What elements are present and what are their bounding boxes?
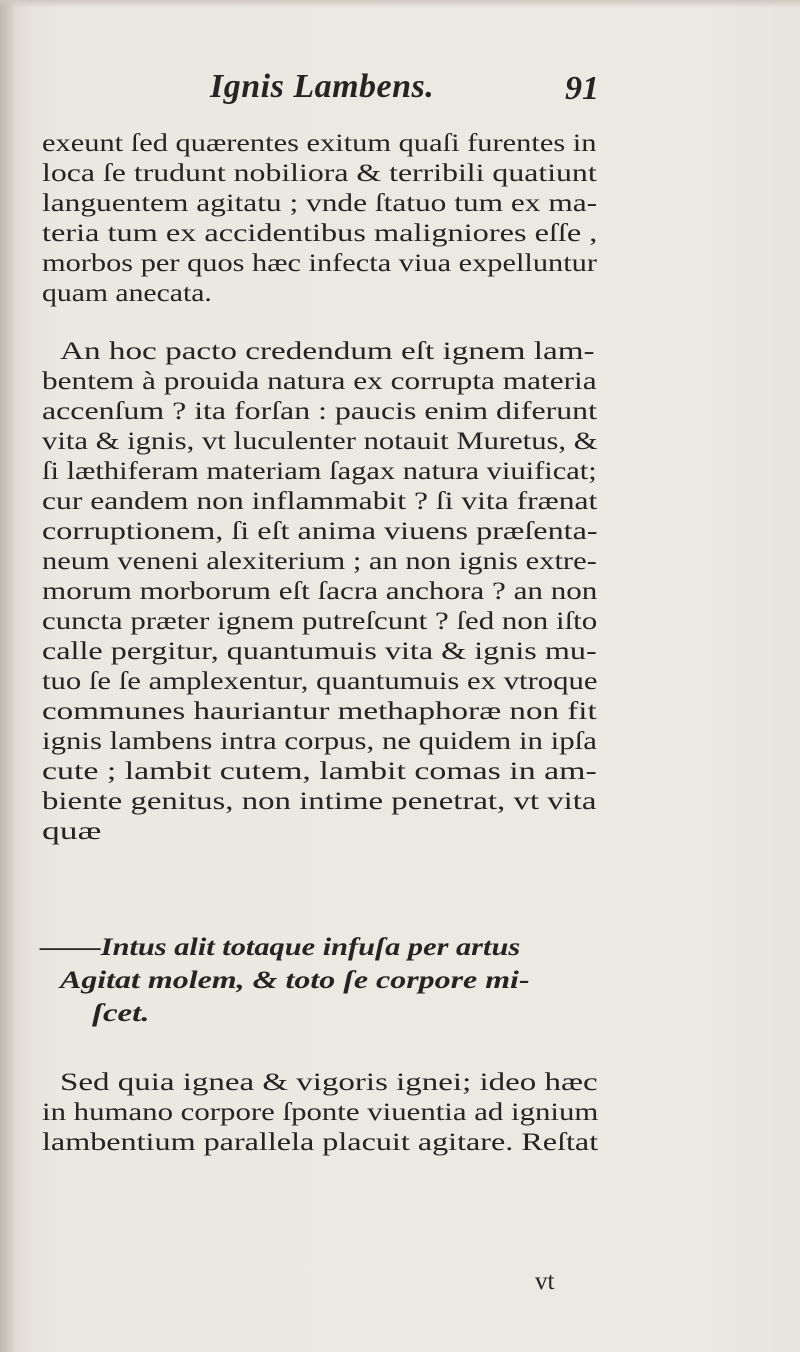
body-line: biente genitus, non intime penetrat, vt vita: [42, 786, 597, 815]
body-line: cur eandem non inflammabit ? ſi vita frænat: [42, 486, 598, 515]
body-line: cute ; lambit cutem, lambit comas in am-: [42, 756, 597, 785]
body-line: ignis lambens intra corpus, ne quidem in ipſa: [42, 726, 597, 755]
body-line: morbos per quos hæc infecta viua expelluntur: [42, 248, 597, 277]
running-title: Ignis Lambens.: [210, 68, 435, 105]
body-line: morum morborum eſt ſacra anchora ? an non: [42, 576, 598, 605]
body-line: neum veneni alexiterium ; an non ignis extre-: [42, 546, 597, 575]
catchword: vt: [535, 1268, 555, 1295]
body-line: teria tum ex accidentibus maligniores eſſe ,: [42, 218, 598, 247]
closing-line: Sed quia ignea & vigoris ignei; ideo hæc: [60, 1067, 598, 1096]
body-line: communes hauriantur methaphoræ non fit: [42, 696, 597, 725]
page-binding-edge: [0, 0, 14, 1352]
body-line: calle pergitur, quantumuis vita & ignis mu-: [42, 636, 597, 665]
body-line: languentem agitatu ; vnde ſtatuo tum ex ma-: [42, 188, 598, 217]
body-line: quam anecata.: [42, 278, 212, 307]
body-line: tuo ſe ſe amplexentur, quantumuis ex vtroque: [42, 666, 598, 695]
closing-line: lambentium parallela placuit agitare. Reſtat: [42, 1127, 599, 1156]
page-top-shadow: [0, 0, 800, 8]
body-line: corruptionem, ſi eſt anima viuens præſenta-: [42, 516, 598, 545]
body-line: vita & ignis, vt luculenter notauit Muretus, &: [42, 426, 598, 455]
body-line: cuncta præter ignem putreſcunt ? ſed non iſto: [42, 606, 598, 635]
body-line: bentem à prouida natura ex corrupta materia: [42, 366, 597, 395]
body-line: An hoc pacto credendum eſt ignem lam-: [60, 336, 595, 365]
body-line: loca ſe trudunt nobiliora & terribili quatiunt: [42, 158, 597, 187]
body-line: exeunt ſed quærentes exitum quaſi furentes in: [42, 128, 597, 157]
verse-line: Agitat molem, & toto ſe corpore mi-: [60, 965, 530, 994]
body-line: quæ: [42, 816, 102, 845]
verse-line: ——Intus alit totaque infuſa per artus: [40, 932, 521, 961]
body-line: accenſum ? ita forſan : paucis enim diferunt: [42, 396, 597, 425]
verse-line: ſcet.: [92, 998, 150, 1027]
body-line: ſi læthiferam materiam ſagax natura viuificat;: [42, 456, 597, 485]
closing-line: in humano corpore ſponte viuentia ad ignium: [42, 1097, 599, 1126]
page-number: 91: [565, 70, 599, 107]
